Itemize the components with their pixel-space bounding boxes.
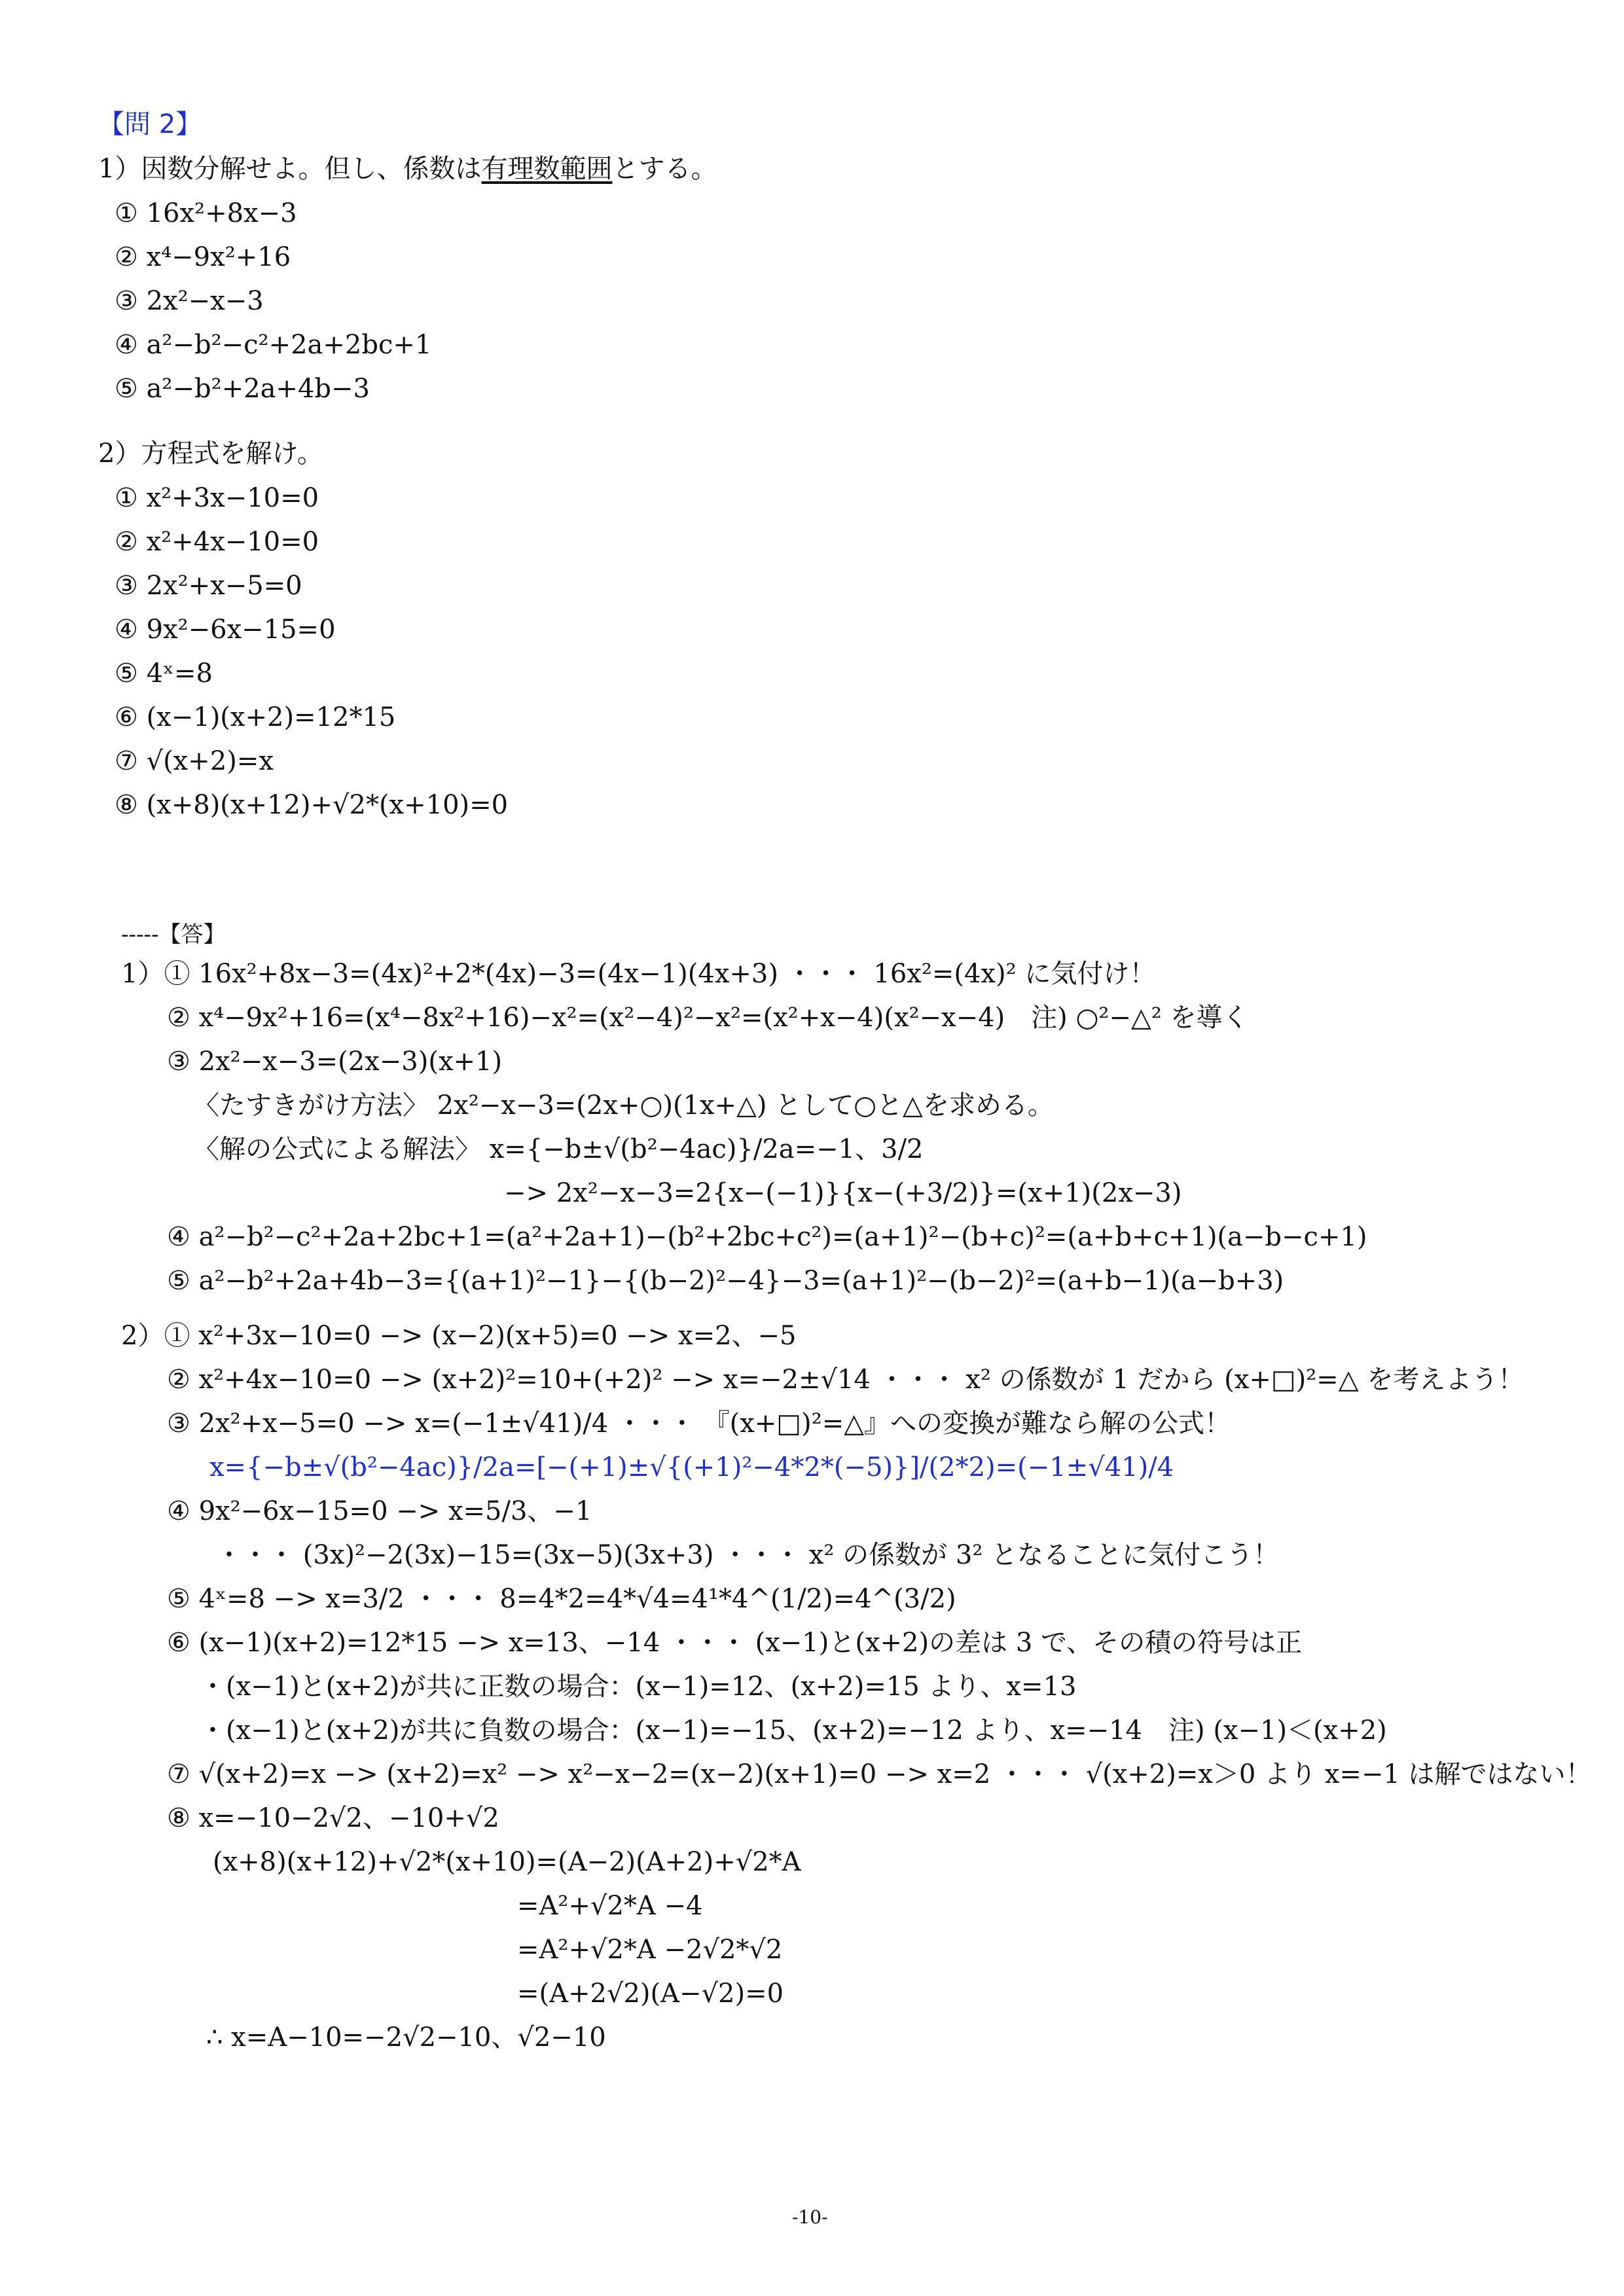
q2-item-1-text: ① x²+3x−10=0 <box>115 483 319 513</box>
answer-2-3: ③ 2x²+x−5=0 −> x=(−1±√41)/4 ・・・ 『(x+□)²=△』への変換が難なら解の公式！ <box>167 1408 1231 1439</box>
answer-2-8-f: ∴ x=A−10=−2√2−10、√2−10 <box>206 2022 606 2053</box>
answer-1-4: ④ a²−b²−c²+2a+2bc+1=(a²+2a+1)−(b²+2bc+c²)=(a+1)²−(b+c)²=(a+b+c+1)(a−b−c+1) <box>167 1222 1367 1252</box>
q2-item-6 <box>115 699 395 736</box>
q1-item-2 <box>115 239 291 276</box>
answer-1-3-tasuki: 〈たすきがけ方法〉 2x²−x−3=(2x+○)(1x+△) として○と△を求める。 <box>193 1090 1054 1121</box>
answer-2-8-b: (x+8)(x+12)+√2*(x+10)=(A−2)(A+2)+√2*A <box>213 1847 801 1877</box>
q1-item-4 <box>115 327 431 363</box>
answer-2-4: ④ 9x²−6x−15=0 −> x=5/3、−1 <box>167 1496 592 1526</box>
q1-heading-end: とする。 <box>612 154 717 184</box>
page-number: -10- <box>792 2206 828 2228</box>
answer-2-8-c: =A²+√2*A −4 <box>517 1891 703 1921</box>
q1-heading <box>98 151 717 187</box>
q1-item-1 <box>115 195 297 232</box>
answer-1-1: 1）① 16x²+8x−3=(4x)²+2*(4x)−3=(4x−1)(4x+3) ・・・ 16x²=(4x)² に気付け！ <box>121 959 1156 989</box>
q1-heading-underline: 有理数範囲 <box>481 154 613 184</box>
q1-item-1-text: ① 16x²+8x−3 <box>115 198 297 228</box>
answer-1-3: ③ 2x²−x−3=(2x−3)(x+1) <box>167 1047 503 1077</box>
answer-2-8-d: =A²+√2*A −2√2*√2 <box>517 1935 783 1965</box>
q2-item-2 <box>115 524 319 560</box>
q1-item-5-text: ⑤ a²−b²+2a+4b−3 <box>115 374 370 404</box>
answer-1-2: ② x⁴−9x²+16=(x⁴−8x²+16)−x²=(x²−4)²−x²=(x²+x−4)(x²−x−4) 注) ○²−△² を導く <box>167 1003 1249 1033</box>
answer-2-6-b: ・(x−1)と(x+2)が共に正数の場合：(x−1)=12、(x+2)=15 より、x=13 <box>200 1672 1077 1702</box>
answer-1-3-arrow: −> 2x²−x−3=2{x−(−1)}{x−(+3/2)}=(x+1)(2x−3) <box>504 1178 1182 1208</box>
q2-item-2-text: ② x²+4x−10=0 <box>115 527 319 557</box>
answer-1-3-kousiki: 〈解の公式による解法〉 x={−b±√(b²−4ac)}/2a=−1、3/2 <box>193 1134 924 1164</box>
answer-2-6: ⑥ (x−1)(x+2)=12*15 −> x=13、−14 ・・・ (x−1)と(x+2)の差は 3 で、その積の符号は正 <box>167 1628 1303 1658</box>
q2-item-3-text: ③ 2x²+x−5=0 <box>115 571 302 601</box>
answer-2-8-e: =(A+2√2)(A−√2)=0 <box>517 1979 784 2009</box>
q2-item-5-text: ⑤ 4ˣ=8 <box>115 658 213 689</box>
answer-2-6-c: ・(x−1)と(x+2)が共に負数の場合：(x−1)=−15、(x+2)=−12 より、x=−14 注) (x−1)＜(x+2) <box>200 1715 1387 1746</box>
answer-2-1: 2）① x²+3x−10=0 −> (x−2)(x+5)=0 −> x=2、−5 <box>121 1321 797 1351</box>
answer-2-8: ⑧ x=−10−2√2、−10+√2 <box>167 1803 499 1833</box>
q2-item-5 <box>115 655 213 692</box>
q2-item-7-text: ⑦ √(x+2)=x <box>115 746 274 776</box>
q2-item-3 <box>115 567 302 604</box>
q1-heading-text: 1）因数分解せよ。但し、係数は <box>98 154 482 184</box>
q2-item-1 <box>115 480 319 516</box>
q2-item-7 <box>115 743 274 780</box>
answer-2-3-b: x={−b±√(b²−4ac)}/2a=[−(+1)±√{(+1)²−4*2*(−5)}]/(2*2)=(−1±√41)/4 <box>209 1452 1174 1482</box>
answer-2-2: ② x²+4x−10=0 −> (x+2)²=10+(+2)² −> x=−2±√14 ・・・ x² の係数が 1 だから (x+□)²=△ を考えよう！ <box>167 1365 1525 1395</box>
answers-title: -----【答】 <box>121 922 226 948</box>
answer-2-4-b: ・・・ (3x)²−2(3x)−15=(3x−5)(3x+3) ・・・ x² の係数が 3² となることに気付こう！ <box>216 1540 1280 1570</box>
q2-item-4-text: ④ 9x²−6x−15=0 <box>115 615 336 645</box>
q2-item-8 <box>115 787 508 823</box>
answer-1-5: ⑤ a²−b²+2a+4b−3={(a+1)²−1}−{(b−2)²−4}−3=(a+1)²−(b−2)²=(a+b−1)(a−b+3) <box>167 1266 1284 1296</box>
q1-item-3 <box>115 283 264 319</box>
q2-item-8-text: ⑧ (x+8)(x+12)+√2*(x+10)=0 <box>115 790 509 820</box>
problem-title: 【問 2】 <box>98 109 202 139</box>
q2-item-6-text: ⑥ (x−1)(x+2)=12*15 <box>115 702 396 732</box>
q1-item-3-text: ③ 2x²−x−3 <box>115 286 264 316</box>
q2-item-4 <box>115 611 336 648</box>
q1-item-5 <box>115 370 370 407</box>
q1-item-2-text: ② x⁴−9x²+16 <box>115 242 291 272</box>
answer-2-7: ⑦ √(x+2)=x −> (x+2)=x² −> x²−x−2=(x−2)(x+1)=0 −> x=2 ・・・ √(x+2)=x＞0 より x=−1 は解ではない！ <box>167 1759 1592 1789</box>
q2-heading: 2）方程式を解け。 <box>98 439 323 469</box>
answer-2-5: ⑤ 4ˣ=8 −> x=3/2 ・・・ 8=4*2=4*√4=4¹*4^(1/2)=4^(3/2) <box>167 1584 956 1614</box>
q1-item-4-text: ④ a²−b²−c²+2a+2bc+1 <box>115 330 432 360</box>
